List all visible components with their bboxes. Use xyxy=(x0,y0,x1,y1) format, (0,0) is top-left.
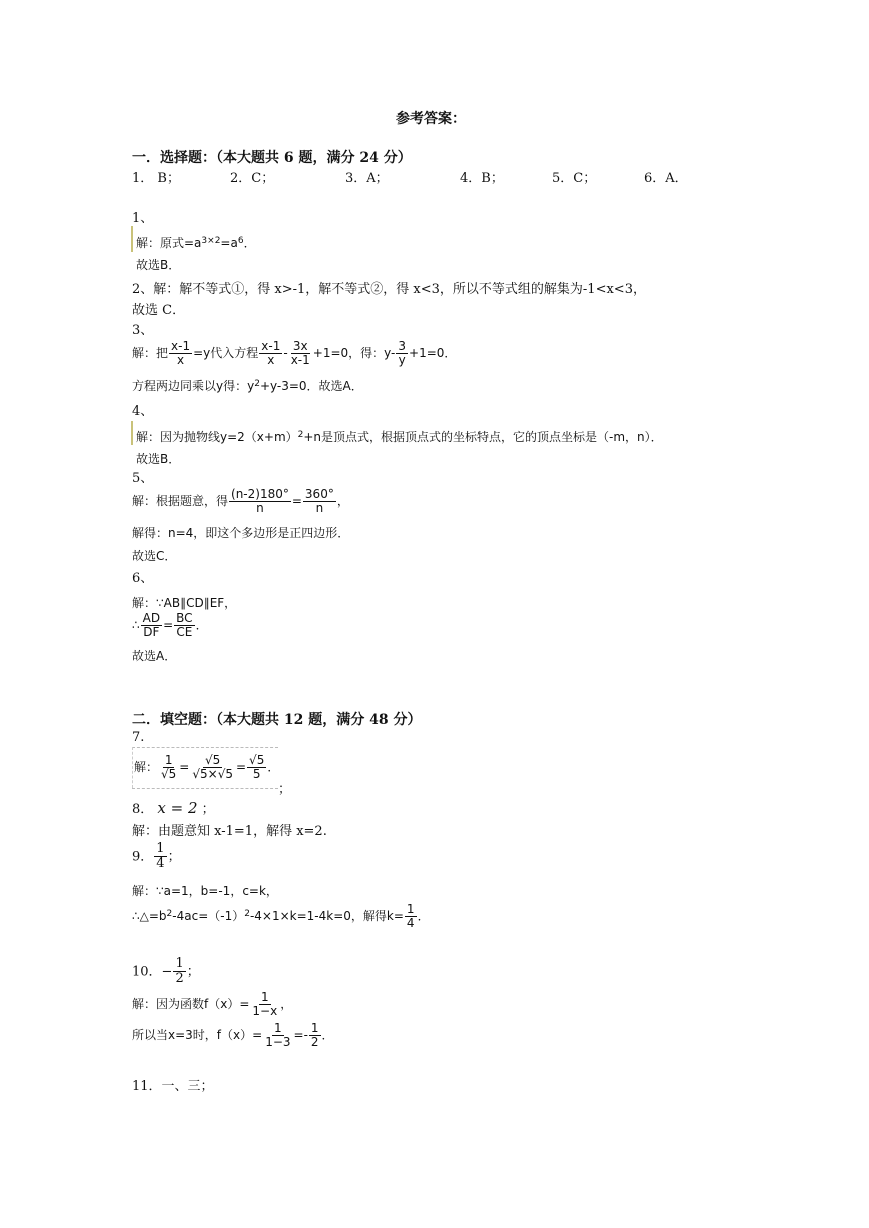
q5-solution: 解：根据题意，得 $\frac{(n-2)180^\circ}{n}$ = $\frac{360^\circ}{n}$ ， xyxy=(132,487,349,516)
section2-heading: 二．填空题：（本大题共 12 题，满分 48 分） xyxy=(132,712,422,728)
q6-line1: 解：∵AB∥CD∥EF， xyxy=(132,596,237,610)
q2-line1: 2、解：解不等式①，得 x>-1，解不等式②，得 x<3，所以不等式组的解集为-1<x<3， xyxy=(132,282,646,297)
q9-line2: $\therefore\triangle=b^2-4ac=(-1)^2-4\times 1\times k=1-4k=0$，解得k= $\frac{1}{4}$ ． xyxy=(132,902,430,931)
q9-line1: 解：∵a=1，b=-1，c=k， xyxy=(132,884,278,898)
page-title: 参考答案： xyxy=(396,111,466,127)
q11-answer: 11．一、三； xyxy=(132,1079,214,1094)
q4-number: 4、 xyxy=(132,404,154,419)
q6-number: 6、 xyxy=(132,571,154,586)
answer-1: 1． B； xyxy=(132,171,180,186)
q7-dash-left xyxy=(132,747,133,788)
answer-2: 2．C； xyxy=(230,171,275,186)
q7-tail: ； xyxy=(278,782,292,797)
answer-6: 6．A． xyxy=(644,171,688,186)
q7-number: 7. xyxy=(132,730,145,745)
answer-5: 5．C； xyxy=(552,171,597,186)
q3-number: 3、 xyxy=(132,323,154,338)
answer-4: 4．B； xyxy=(460,171,504,186)
q5-line2: 解得：n=4，即这个多边形是正四边形． xyxy=(132,526,350,540)
q6-line2: ∴ $\frac{AD}{DF}$ = $\frac{BC}{CE}$ ． xyxy=(132,611,208,640)
q10-line1: 解：因为函数f（x）= $\frac{1}{1-x}$ ， xyxy=(132,990,293,1019)
mc-answer-row xyxy=(132,167,752,185)
q5-conclusion: 故选C． xyxy=(132,549,177,563)
q2-line2: 故选 C． xyxy=(132,303,186,318)
q4-solution: 解：因为抛物线$y=2(x+m)^2+n$是顶点式，根据顶点式的坐标特点，它的顶点坐标是（-m，n）． xyxy=(136,430,663,444)
q4-conclusion: 故选B． xyxy=(136,452,181,466)
q7-dash-bottom xyxy=(132,788,278,789)
q10-line2: 所以当x=3时，f（x）= $\frac{1}{1-3}$ =- $\frac{1}{2}$ ． xyxy=(132,1021,334,1050)
q4-marker xyxy=(131,421,133,445)
section1-heading: 一．选择题：（本大题共 6 题，满分 24 分） xyxy=(132,150,412,166)
q7-dash-top xyxy=(132,747,278,748)
q6-conclusion: 故选A． xyxy=(132,649,177,663)
q10-answer: 10．− $\frac{1}{2}$ ； xyxy=(132,956,200,987)
q1-marker xyxy=(131,226,133,252)
q7-solution: 解： $\frac{1}{√5}$ = $\frac{√5}{√5\times√5}$ = $\frac{√5}{5}$ ． xyxy=(134,753,280,782)
q1-number: 1、 xyxy=(132,211,154,226)
q3-solution: 解：把 $\frac{x-1}{x}$ =y代入方程 $\frac{x-1}{x}$ - $\frac{3x}{x-1}$ +1=0，得：y- $\frac{3}{y}$ +1=0． xyxy=(132,339,457,368)
q3-line2: 方程两边同乘以y得：$y^2+y-3=0$．故选A． xyxy=(132,379,363,393)
q5-number: 5、 xyxy=(132,471,154,486)
q1-solution: 解：原式$=a^{3\times 2}=a^6$． xyxy=(136,236,256,250)
q8-answer: 8． x = 2 ； xyxy=(132,799,215,817)
answer-3: 3．A； xyxy=(345,171,389,186)
q9-answer: 9． $\frac{1}{4}$ ； xyxy=(132,841,181,872)
q1-conclusion: 故选B． xyxy=(136,258,181,272)
q8-solution: 解：由题意知 x-1=1，解得 x=2. xyxy=(132,824,327,839)
